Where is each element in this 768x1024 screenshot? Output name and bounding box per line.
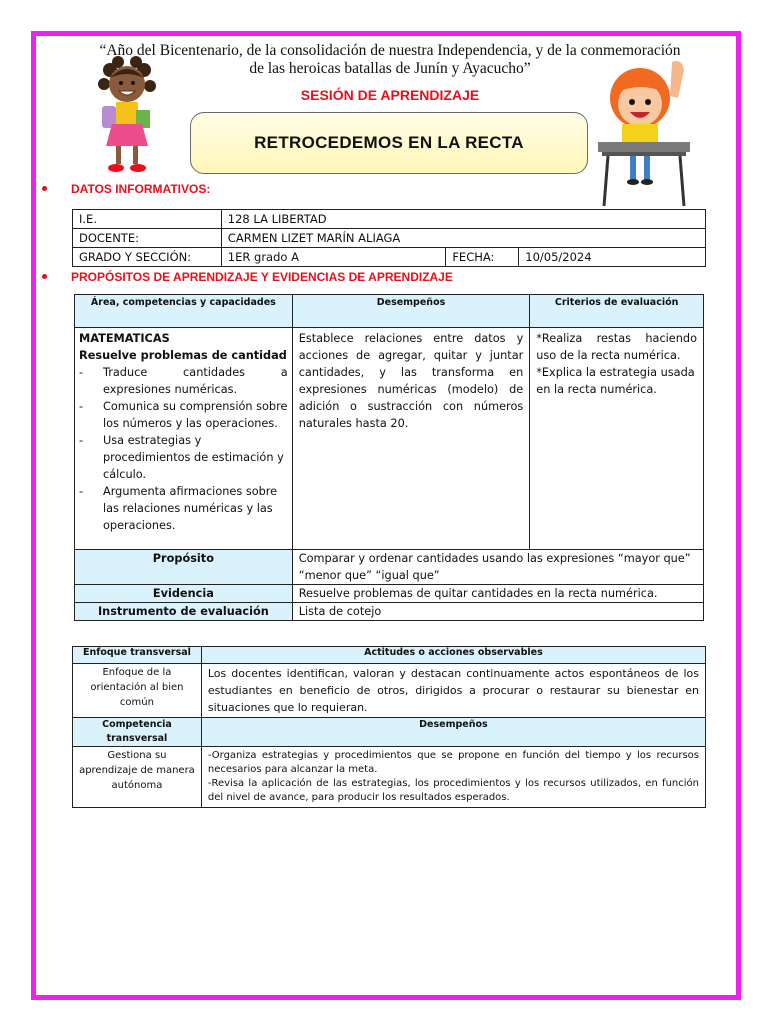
fecha-label: FECHA: [446, 248, 519, 267]
table-row [75, 328, 704, 550]
section-heading-datos [42, 182, 210, 196]
docente-label: DOCENTE: [73, 229, 222, 248]
header-desempenos: Desempeños [292, 295, 530, 328]
criteria-1: *Realiza restas haciendo uso de la recta numérica. [536, 332, 697, 362]
area-cell [75, 328, 293, 550]
session-label: SESIÓN DE APRENDIZAJE [300, 87, 480, 103]
instrumento-value: Lista de cotejo [292, 603, 703, 621]
enfoque-name: Enfoque de la orientación al bien común [73, 664, 202, 718]
criteria-2: *Explica la estrategia usada en la recta numérica. [536, 366, 695, 396]
info-table [72, 209, 706, 267]
comp-text-cell [201, 747, 705, 808]
table-row [73, 248, 706, 267]
table-row [75, 585, 704, 603]
evidencia-label: Evidencia [75, 585, 293, 603]
table-row [75, 603, 704, 621]
header-enfoque: Enfoque transversal [73, 647, 202, 664]
ie-value: 128 LA LIBERTAD [221, 210, 705, 229]
header-actitudes: Actitudes o acciones observables [201, 647, 705, 664]
grado-label: GRADO Y SECCIÓN: [73, 248, 222, 267]
table-header-row [75, 295, 704, 328]
purposes-table [74, 294, 704, 621]
proposito-label: Propósito [75, 550, 293, 585]
national-motto [90, 42, 690, 78]
sub-desempenos: Desempeños [201, 718, 705, 747]
competence-name: Resuelve problemas de cantidad [79, 349, 287, 362]
table-header-row [73, 647, 706, 664]
lesson-title-box [190, 112, 588, 174]
proposito-value: Comparar y ordenar cantidades usando las expresiones “mayor que” “menor que” “igual que” [292, 550, 703, 585]
motto-line-1: “Año del Bicentenario, de la consolidación de nuestra Independencia, y de la conmemoración [99, 42, 681, 59]
table-row [73, 664, 706, 718]
performance-cell: Establece relaciones entre datos y acciones de agregar, quitar y juntar cantidades, y las transforma en expresiones numéricas (modelo) de adición o sustracción con números naturales hasta 20. [292, 328, 530, 550]
table-row [75, 550, 704, 585]
table-row [73, 210, 706, 229]
list-item: - Usa estrategias y procedimientos de estimación y cálculo. [79, 432, 288, 483]
girl-at-desk-illustration [594, 58, 694, 208]
fecha-value: 10/05/2024 [519, 248, 706, 267]
motto-line-2: de las heroicas batallas de Junín y Ayacucho” [249, 60, 531, 77]
instrumento-label: Instrumento de evaluación [75, 603, 293, 621]
list-item: - Comunica su comprensión sobre los números y las operaciones. [79, 398, 288, 432]
sub-competencia: Competencia transversal [73, 718, 202, 747]
table-row [73, 747, 706, 808]
section-heading-propositos [42, 270, 453, 284]
table-subheader-row [73, 718, 706, 747]
list-item: - Traduce cantidades a expresiones numéricas. [79, 364, 288, 398]
section-heading-text: DATOS INFORMATIVOS: [71, 182, 211, 196]
list-item: - Argumenta afirmaciones sobre las relaciones numéricas y las operaciones. [79, 483, 288, 534]
grado-value: 1ER grado A [221, 248, 446, 267]
enfoque-text: Los docentes identifican, valoran y destacan continuamente actos espontáneos de los estudiantes en beneficio de otros, dirigidos a procurar o restaurar su bienestar en situaciones que lo requieran. [201, 664, 705, 718]
criteria-cell [530, 328, 704, 550]
section-heading-text: PROPÓSITOS DE APRENDIZAJE Y EVIDENCIAS DE APRENDIZAJE [71, 270, 453, 284]
evidencia-value: Resuelve problemas de quitar cantidades en la recta numérica. [292, 585, 703, 603]
docente-value: CARMEN LIZET MARÍN ALIAGA [221, 229, 705, 248]
comp-text-2: -Revisa la aplicación de las estrategias, los procedimientos y los recursos utilizados, en función del nivel de avance, para producir los resultados esperados. [207, 778, 699, 803]
lesson-title: RETROCEDEMOS EN LA RECTA [254, 133, 524, 152]
capacities-list [79, 364, 288, 534]
transversal-table [72, 646, 706, 808]
area-name: MATEMATICAS [79, 332, 170, 345]
ie-label: I.E. [73, 210, 222, 229]
header-area: Área, competencias y capacidades [75, 295, 293, 328]
bullet-icon [42, 274, 47, 279]
comp-text-1: -Organiza estrategias y procedimientos que se propone en función del tiempo y los recursos necesarios para alcanzar la meta. [207, 750, 699, 775]
bullet-icon [42, 186, 47, 191]
header-criterios: Criterios de evaluación [530, 295, 704, 328]
comp-name: Gestiona su aprendizaje de manera autónoma [73, 747, 202, 808]
table-row [73, 229, 706, 248]
